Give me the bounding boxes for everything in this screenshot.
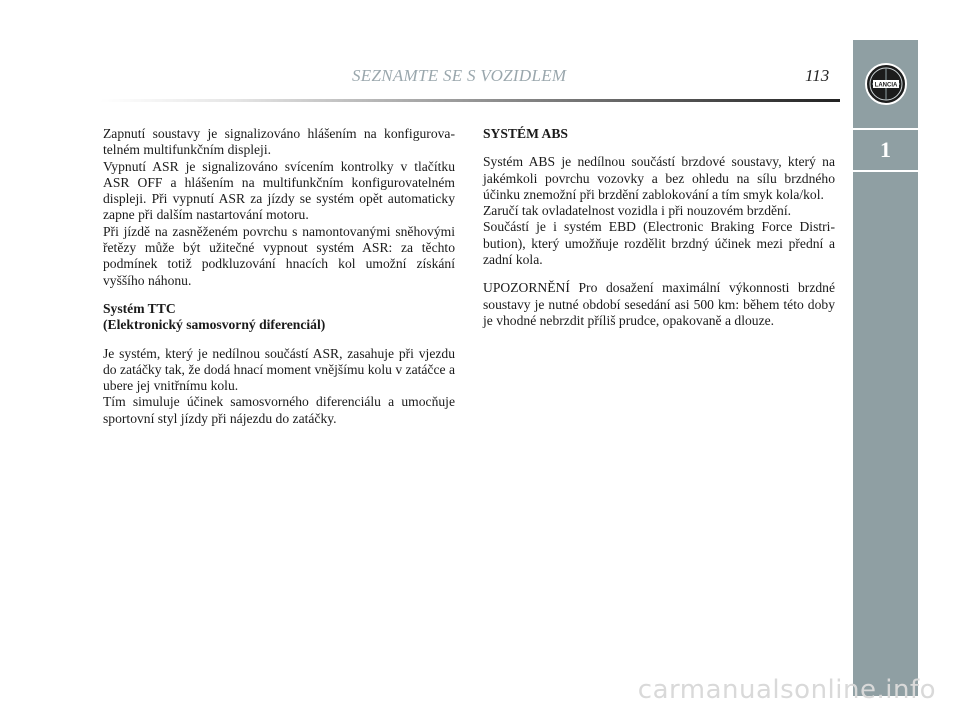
header-rule xyxy=(100,99,840,102)
text-line: Je systém, který je nedílnou součástí ASR, zasahuje při vjezdu do zatáčky tak, že dodá hnací moment vnějšímu kolu v zatáčce a ubere jej vnitřnímu kolu. xyxy=(103,345,455,394)
page-number: 113 xyxy=(805,66,830,85)
warning-paragraph: UPOZORNĚNÍ Pro dosažení maximální výkonnosti brzdné soustavy je nutné období sesedání asi 500 km: během této doby je vhodné nebrzdit příliš prudce, opakovaně a dlouze. xyxy=(483,280,835,328)
brand-logo-box xyxy=(853,40,918,130)
paragraph xyxy=(103,346,455,427)
paragraph xyxy=(103,126,455,289)
lancia-shield-logo-icon xyxy=(864,62,908,106)
text-line: Tím simuluje účinek samosvorného diferenciálu a umocňuje sportovní styl jízdy při nájezdu do zatáčky. xyxy=(103,394,455,426)
heading-line: (Elektronický samosvorný diferenciál) xyxy=(103,317,326,333)
running-header-title: SEZNAMTE SE S VOZIDLEM xyxy=(352,66,567,85)
section-heading xyxy=(103,301,455,334)
text-line: Vypnutí ASR je signalizováno svícením kontrolky v tlačítku ASR OFF a hlášením na multifunkčním konfigurovatelném displeji. Při vypnutí ASR za jízdy se systém opět automaticky zapne při dalším nastartování motoru. xyxy=(103,158,455,223)
chapter-number: 1 xyxy=(853,130,918,172)
text-line: Součástí je i systém EBD (Electronic Braking Force Distribution), který umožňuje rozdělit brzdný účinek mezi přední a zadní kola. xyxy=(483,219,835,268)
text-line: Při jízdě na zasněženém povrchu s namontovanými sněhovými řetězy může být užitečné vypnout systém ASR: za těchto podmínek totiž podkluzování hnacích kol umožní získání vyššího náhonu. xyxy=(103,223,455,288)
logo-text: LANCIA xyxy=(874,82,897,89)
watermark: carmanualsonline.info xyxy=(637,675,936,705)
text-line: Systém ABS je nedílnou součástí brzdové soustavy, který na jakémkoli povrchu vozovky a bez ohledu na sílu brzdného účinku znemožní při brzdění zablokování a tím smyk kola/kol. xyxy=(483,154,835,202)
text-line: Zaručí tak ovladatelnost vozidla i při nouzovém brzdění. xyxy=(483,203,792,219)
left-column xyxy=(103,126,455,439)
right-column xyxy=(483,126,835,341)
paragraph xyxy=(483,154,835,268)
text-line: Zapnutí soustavy je signalizováno hlášením na konfigurovatelném multifunkčním displeji. xyxy=(103,126,455,158)
heading-line: Systém TTC xyxy=(103,300,176,316)
section-heading: SYSTÉM ABS xyxy=(483,126,568,141)
